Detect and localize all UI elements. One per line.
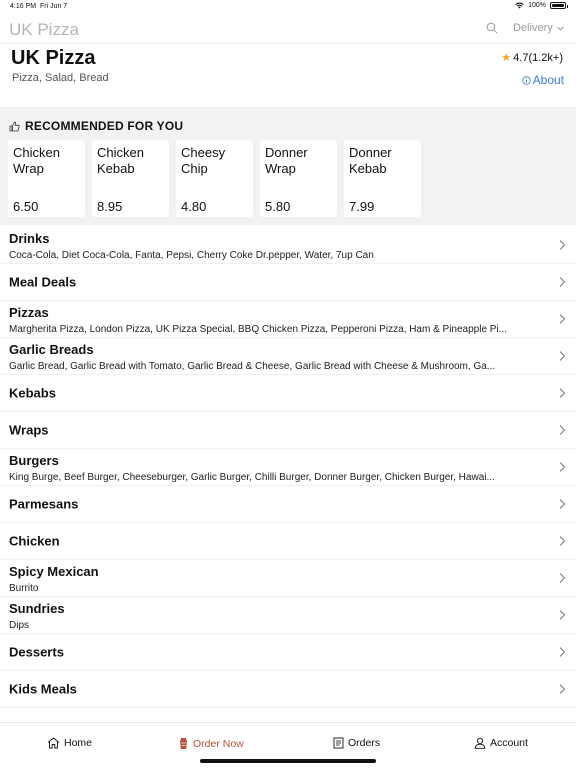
tab-home-label: Home bbox=[64, 737, 93, 749]
rec-card-name: Cheesy Chip bbox=[181, 145, 226, 176]
category-description: King Burge, Beef Burger, Cheeseburger, Garlic Burger, Chilli Burger, Donner Burger, Chicken Burger, Hawai... bbox=[9, 472, 495, 483]
rec-card-name: Donner Wrap bbox=[265, 145, 308, 176]
rating-badge bbox=[501, 51, 563, 64]
category-name: Burgers bbox=[9, 453, 59, 468]
chevron-right-icon bbox=[558, 276, 566, 288]
category-name: Garlic Breads bbox=[9, 342, 94, 357]
rec-card-name: Chicken Kebab bbox=[97, 145, 144, 176]
rec-card-price: 6.50 bbox=[13, 199, 39, 214]
category-name: Wraps bbox=[9, 422, 49, 438]
category-name: Parmesans bbox=[9, 496, 79, 512]
category-name: Pizzas bbox=[9, 305, 49, 320]
category-description: Margherita Pizza, London Pizza, UK Pizza Special, BBQ Chicken Pizza, Pepperoni Pizza, Ham & Pineapple Pi... bbox=[9, 324, 508, 335]
recommended-heading bbox=[9, 119, 183, 133]
category-row-sundries[interactable] bbox=[0, 597, 576, 634]
category-description: Garlic Bread, Garlic Bread with Tomato, Garlic Bread & Cheese, Garlic Bread with Cheese & Mushroom, Ga... bbox=[9, 361, 496, 372]
recommended-section bbox=[0, 107, 576, 225]
chevron-right-icon bbox=[558, 683, 566, 695]
battery-icon bbox=[550, 2, 566, 9]
rec-card-price: 7.99 bbox=[349, 199, 375, 214]
category-name: Kids Meals bbox=[9, 681, 77, 697]
category-name: Drinks bbox=[9, 231, 50, 246]
recommended-heading-text: RECOMMENDED FOR YOU bbox=[25, 119, 184, 133]
status-bar bbox=[0, 0, 576, 14]
category-description: Burrito bbox=[9, 583, 39, 594]
chevron-right-icon bbox=[558, 387, 566, 399]
category-row-kebabs[interactable] bbox=[0, 375, 576, 412]
nav-title: UK Pizza bbox=[9, 20, 79, 39]
category-row-parmesans[interactable] bbox=[0, 486, 576, 523]
category-name: Kebabs bbox=[9, 385, 56, 401]
chevron-right-icon bbox=[558, 572, 566, 584]
restaurant-header bbox=[0, 44, 576, 106]
rec-card-donner-wrap[interactable] bbox=[260, 140, 337, 217]
chevron-right-icon bbox=[558, 424, 566, 436]
chevron-right-icon bbox=[558, 498, 566, 510]
recommended-cards bbox=[8, 140, 421, 217]
category-row-pizzas[interactable] bbox=[0, 301, 576, 338]
rec-card-name: Donner Kebab bbox=[349, 145, 392, 176]
wifi-icon bbox=[515, 2, 524, 9]
rec-card-price: 4.80 bbox=[181, 199, 207, 214]
top-nav bbox=[0, 14, 576, 44]
category-row-burgers[interactable] bbox=[0, 449, 576, 486]
restaurant-tags: Pizza, Salad, Bread bbox=[12, 72, 109, 84]
category-name: Spicy Mexican bbox=[9, 564, 99, 579]
home-icon bbox=[47, 737, 60, 749]
delivery-dropdown[interactable] bbox=[513, 22, 564, 34]
menu-category-list bbox=[0, 227, 576, 708]
user-icon bbox=[474, 737, 486, 749]
info-icon bbox=[522, 76, 531, 85]
category-name: Desserts bbox=[9, 644, 64, 660]
category-row-drinks[interactable] bbox=[0, 227, 576, 264]
search-icon[interactable] bbox=[486, 22, 498, 34]
chevron-right-icon bbox=[558, 609, 566, 621]
category-name: Sundries bbox=[9, 601, 65, 616]
status-indicators bbox=[515, 2, 566, 9]
category-name: Chicken bbox=[9, 533, 60, 549]
status-time: 4:16 PM Fri Jun 7 bbox=[10, 3, 68, 10]
rec-card-cheesy-chip[interactable] bbox=[176, 140, 253, 217]
battery-percent: 100% bbox=[528, 2, 546, 9]
tab-order-now-label: Order Now bbox=[193, 737, 244, 750]
category-name: Meal Deals bbox=[9, 274, 77, 290]
category-row-kids-meals[interactable] bbox=[0, 671, 576, 708]
chevron-right-icon bbox=[558, 313, 566, 325]
rec-card-name: Chicken Wrap bbox=[13, 145, 60, 176]
delivery-label: Delivery bbox=[513, 22, 553, 34]
category-row-wraps[interactable] bbox=[0, 412, 576, 449]
tab-account[interactable] bbox=[474, 737, 528, 749]
drink-cup-icon bbox=[178, 737, 189, 750]
tab-orders[interactable] bbox=[333, 737, 380, 749]
rec-card-donner-kebab[interactable] bbox=[344, 140, 421, 217]
category-row-spicy-mexican[interactable] bbox=[0, 560, 576, 597]
chevron-right-icon bbox=[558, 646, 566, 658]
about-label: About bbox=[532, 73, 564, 87]
tab-home[interactable] bbox=[47, 737, 92, 749]
rec-card-chicken-wrap[interactable] bbox=[8, 140, 85, 217]
thumbs-up-icon bbox=[9, 121, 20, 132]
category-row-garlic-breads[interactable] bbox=[0, 338, 576, 375]
star-icon: ★ bbox=[501, 52, 512, 64]
home-indicator bbox=[200, 759, 376, 763]
rec-card-price: 5.80 bbox=[265, 199, 291, 214]
receipt-icon bbox=[333, 737, 344, 749]
tab-order-now[interactable] bbox=[178, 737, 244, 750]
chevron-right-icon bbox=[558, 461, 566, 473]
tab-account-label: Account bbox=[490, 737, 528, 749]
chevron-right-icon bbox=[558, 350, 566, 362]
chevron-down-icon bbox=[557, 26, 564, 31]
rating-value: 4.7(1.2k+) bbox=[513, 51, 563, 64]
category-row-meal-deals[interactable] bbox=[0, 264, 576, 301]
tab-orders-label: Orders bbox=[348, 737, 381, 749]
rec-card-chicken-kebab[interactable] bbox=[92, 140, 169, 217]
category-description: Dips bbox=[9, 620, 30, 631]
chevron-right-icon bbox=[558, 535, 566, 547]
rec-card-price: 8.95 bbox=[97, 199, 123, 214]
restaurant-name: UK Pizza bbox=[11, 47, 96, 69]
about-link[interactable] bbox=[522, 73, 564, 87]
category-description: Coca-Cola, Diet Coca-Cola, Fanta, Pepsi, Cherry Coke Dr.pepper, Water, 7up Can bbox=[9, 250, 374, 261]
category-row-desserts[interactable] bbox=[0, 634, 576, 671]
category-row-chicken[interactable] bbox=[0, 523, 576, 560]
chevron-right-icon bbox=[558, 239, 566, 251]
